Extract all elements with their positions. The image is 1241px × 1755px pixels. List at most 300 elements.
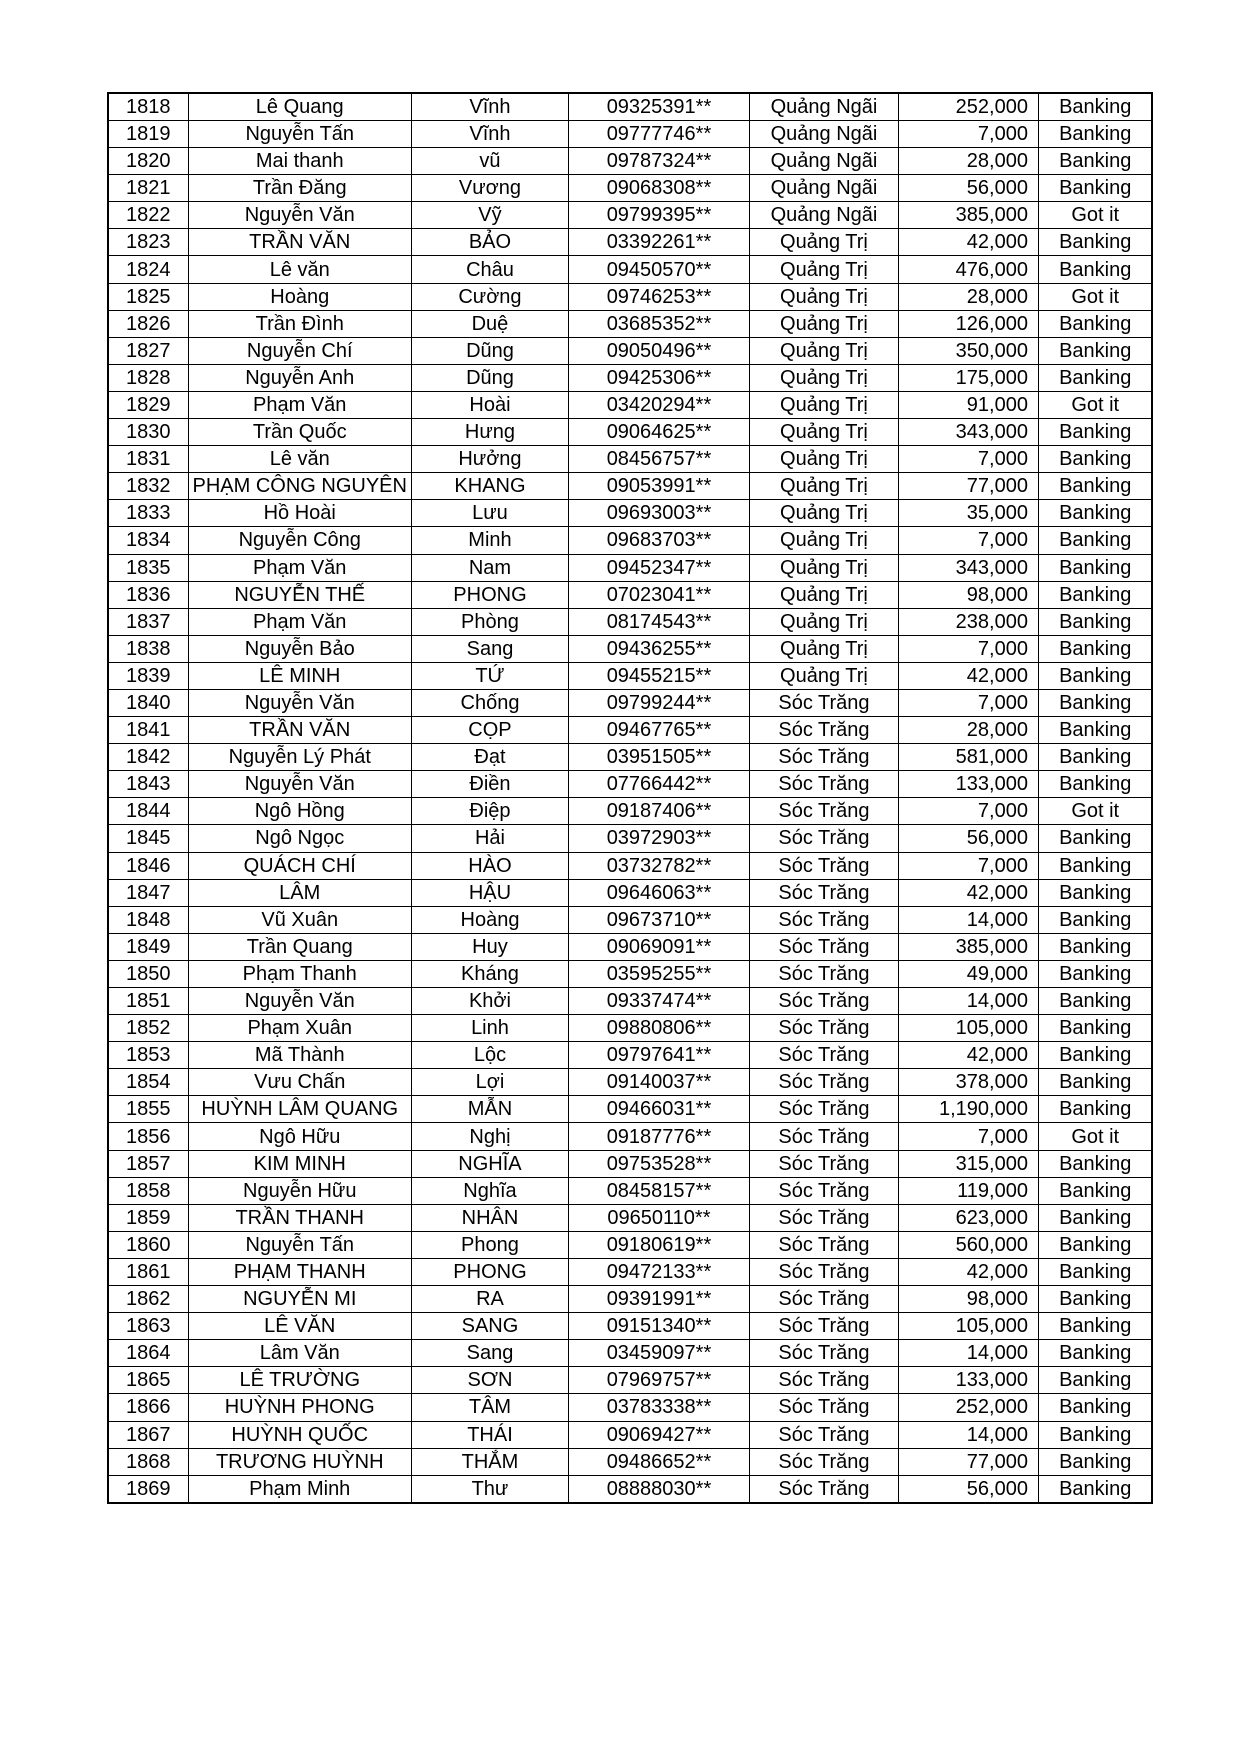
phone-number-cell: 03972903**: [568, 825, 749, 852]
phone-number-cell: 07766442**: [568, 771, 749, 798]
first-name-cell: Hải: [411, 825, 568, 852]
payment-method-cell: Banking: [1038, 1394, 1152, 1421]
phone-number-cell: 09436255**: [568, 635, 749, 662]
phone-number-cell: 09693003**: [568, 500, 749, 527]
table-row: [108, 1448, 1152, 1475]
table-row: [108, 662, 1152, 689]
phone-number-cell: 09486652**: [568, 1448, 749, 1475]
phone-number-cell: 09053991**: [568, 473, 749, 500]
payment-method-cell: Banking: [1038, 852, 1152, 879]
prize-amount-cell: 98,000: [898, 1286, 1038, 1313]
table-row: [108, 229, 1152, 256]
province-cell: Quảng Trị: [749, 500, 898, 527]
phone-number-cell: 03951505**: [568, 744, 749, 771]
phone-number-cell: 09787324**: [568, 148, 749, 175]
first-name-cell: THÁI: [411, 1421, 568, 1448]
first-name-cell: NGHĨA: [411, 1150, 568, 1177]
row-number-cell: 1854: [108, 1069, 188, 1096]
row-number-cell: 1827: [108, 337, 188, 364]
payment-method-cell: Banking: [1038, 527, 1152, 554]
table-row: [108, 1340, 1152, 1367]
payment-method-cell: Banking: [1038, 1475, 1152, 1503]
province-cell: Sóc Trăng: [749, 1204, 898, 1231]
phone-number-cell: 09069091**: [568, 933, 749, 960]
last-middle-name-cell: Lê Quang: [188, 93, 411, 121]
payment-method-cell: Banking: [1038, 906, 1152, 933]
phone-number-cell: 09069427**: [568, 1421, 749, 1448]
last-middle-name-cell: LÊ VĂN: [188, 1313, 411, 1340]
province-cell: Sóc Trăng: [749, 1042, 898, 1069]
province-cell: Sóc Trăng: [749, 1015, 898, 1042]
prize-amount-cell: 77,000: [898, 473, 1038, 500]
last-middle-name-cell: Nguyễn Văn: [188, 771, 411, 798]
first-name-cell: Vương: [411, 175, 568, 202]
last-middle-name-cell: Trần Đình: [188, 310, 411, 337]
table-row: [108, 771, 1152, 798]
first-name-cell: Vĩnh: [411, 93, 568, 121]
row-number-cell: 1851: [108, 988, 188, 1015]
first-name-cell: NHÂN: [411, 1204, 568, 1231]
prize-amount-cell: 238,000: [898, 608, 1038, 635]
prize-amount-cell: 35,000: [898, 500, 1038, 527]
row-number-cell: 1857: [108, 1150, 188, 1177]
phone-number-cell: 09799244**: [568, 689, 749, 716]
prize-amount-cell: 315,000: [898, 1150, 1038, 1177]
payment-method-cell: Banking: [1038, 662, 1152, 689]
row-number-cell: 1825: [108, 283, 188, 310]
prize-amount-cell: 105,000: [898, 1313, 1038, 1340]
row-number-cell: 1839: [108, 662, 188, 689]
province-cell: Quảng Ngãi: [749, 175, 898, 202]
prize-amount-cell: 7,000: [898, 852, 1038, 879]
table-row: [108, 1069, 1152, 1096]
first-name-cell: Hoàng: [411, 906, 568, 933]
table-row: [108, 1475, 1152, 1503]
payment-method-cell: Banking: [1038, 1150, 1152, 1177]
prize-amount-cell: 7,000: [898, 121, 1038, 148]
row-number-cell: 1842: [108, 744, 188, 771]
prize-amount-cell: 1,190,000: [898, 1096, 1038, 1123]
prize-amount-cell: 14,000: [898, 1421, 1038, 1448]
row-number-cell: 1868: [108, 1448, 188, 1475]
payment-method-cell: Banking: [1038, 960, 1152, 987]
row-number-cell: 1819: [108, 121, 188, 148]
table-row: [108, 635, 1152, 662]
prize-amount-cell: 581,000: [898, 744, 1038, 771]
first-name-cell: PHONG: [411, 1258, 568, 1285]
table-row: [108, 256, 1152, 283]
payment-method-cell: Banking: [1038, 473, 1152, 500]
first-name-cell: Nam: [411, 554, 568, 581]
payment-method-cell: Banking: [1038, 689, 1152, 716]
province-cell: Sóc Trăng: [749, 988, 898, 1015]
last-middle-name-cell: LÂM: [188, 879, 411, 906]
row-number-cell: 1845: [108, 825, 188, 852]
last-middle-name-cell: Nguyễn Bảo: [188, 635, 411, 662]
first-name-cell: TÂM: [411, 1394, 568, 1421]
province-cell: Sóc Trăng: [749, 1313, 898, 1340]
province-cell: Sóc Trăng: [749, 1367, 898, 1394]
first-name-cell: vũ: [411, 148, 568, 175]
first-name-cell: Phòng: [411, 608, 568, 635]
row-number-cell: 1828: [108, 364, 188, 391]
payment-method-cell: Banking: [1038, 771, 1152, 798]
last-middle-name-cell: TRƯƠNG HUỲNH: [188, 1448, 411, 1475]
first-name-cell: Duệ: [411, 310, 568, 337]
phone-number-cell: 09337474**: [568, 988, 749, 1015]
first-name-cell: PHONG: [411, 581, 568, 608]
row-number-cell: 1836: [108, 581, 188, 608]
first-name-cell: HẬU: [411, 879, 568, 906]
payment-method-cell: Banking: [1038, 1286, 1152, 1313]
province-cell: Quảng Trị: [749, 527, 898, 554]
table-row: [108, 364, 1152, 391]
province-cell: Quảng Trị: [749, 391, 898, 418]
first-name-cell: Khởi: [411, 988, 568, 1015]
province-cell: Sóc Trăng: [749, 717, 898, 744]
payment-method-cell: Banking: [1038, 121, 1152, 148]
province-cell: Quảng Trị: [749, 310, 898, 337]
table-row: [108, 825, 1152, 852]
row-number-cell: 1867: [108, 1421, 188, 1448]
payment-method-cell: Banking: [1038, 1258, 1152, 1285]
prize-amount-cell: 133,000: [898, 1367, 1038, 1394]
payment-method-cell: Banking: [1038, 879, 1152, 906]
phone-number-cell: 09467765**: [568, 717, 749, 744]
last-middle-name-cell: Lê văn: [188, 256, 411, 283]
row-number-cell: 1861: [108, 1258, 188, 1285]
row-number-cell: 1841: [108, 717, 188, 744]
phone-number-cell: 09683703**: [568, 527, 749, 554]
row-number-cell: 1853: [108, 1042, 188, 1069]
phone-number-cell: 09455215**: [568, 662, 749, 689]
last-middle-name-cell: Nguyễn Anh: [188, 364, 411, 391]
prize-amount-cell: 28,000: [898, 148, 1038, 175]
first-name-cell: Sang: [411, 635, 568, 662]
table-row: [108, 148, 1152, 175]
last-middle-name-cell: Nguyễn Chí: [188, 337, 411, 364]
row-number-cell: 1818: [108, 93, 188, 121]
row-number-cell: 1830: [108, 419, 188, 446]
payment-method-cell: Banking: [1038, 581, 1152, 608]
last-middle-name-cell: Nguyễn Lý Phát: [188, 744, 411, 771]
province-cell: Sóc Trăng: [749, 1177, 898, 1204]
last-middle-name-cell: Ngô Hữu: [188, 1123, 411, 1150]
first-name-cell: BẢO: [411, 229, 568, 256]
province-cell: Sóc Trăng: [749, 825, 898, 852]
table-row: [108, 1394, 1152, 1421]
payment-method-cell: Got it: [1038, 391, 1152, 418]
province-cell: Quảng Ngãi: [749, 202, 898, 229]
first-name-cell: Nghị: [411, 1123, 568, 1150]
phone-number-cell: 03732782**: [568, 852, 749, 879]
province-cell: Quảng Trị: [749, 608, 898, 635]
table-row: [108, 1286, 1152, 1313]
prize-amount-cell: 42,000: [898, 879, 1038, 906]
last-middle-name-cell: Phạm Minh: [188, 1475, 411, 1503]
province-cell: Sóc Trăng: [749, 744, 898, 771]
table-row: [108, 1204, 1152, 1231]
first-name-cell: CỌP: [411, 717, 568, 744]
row-number-cell: 1833: [108, 500, 188, 527]
payment-method-cell: Got it: [1038, 283, 1152, 310]
prize-amount-cell: 252,000: [898, 1394, 1038, 1421]
table-row: [108, 1313, 1152, 1340]
prize-amount-cell: 28,000: [898, 283, 1038, 310]
province-cell: Sóc Trăng: [749, 879, 898, 906]
table-row: [108, 879, 1152, 906]
phone-number-cell: 09777746**: [568, 121, 749, 148]
table-row: [108, 121, 1152, 148]
last-middle-name-cell: Nguyễn Tấn: [188, 1231, 411, 1258]
row-number-cell: 1835: [108, 554, 188, 581]
last-middle-name-cell: LÊ TRƯỜNG: [188, 1367, 411, 1394]
first-name-cell: Phong: [411, 1231, 568, 1258]
phone-number-cell: 09391991**: [568, 1286, 749, 1313]
payment-method-cell: Banking: [1038, 635, 1152, 662]
prize-amount-cell: 42,000: [898, 662, 1038, 689]
phone-number-cell: 08174543**: [568, 608, 749, 635]
row-number-cell: 1840: [108, 689, 188, 716]
row-number-cell: 1852: [108, 1015, 188, 1042]
payment-method-cell: Banking: [1038, 1015, 1152, 1042]
row-number-cell: 1844: [108, 798, 188, 825]
last-middle-name-cell: QUÁCH CHÍ: [188, 852, 411, 879]
row-number-cell: 1837: [108, 608, 188, 635]
phone-number-cell: 03685352**: [568, 310, 749, 337]
prize-amount-cell: 119,000: [898, 1177, 1038, 1204]
payment-method-cell: Banking: [1038, 1069, 1152, 1096]
province-cell: Sóc Trăng: [749, 1448, 898, 1475]
first-name-cell: TỨ: [411, 662, 568, 689]
first-name-cell: HÀO: [411, 852, 568, 879]
prize-amount-cell: 14,000: [898, 1340, 1038, 1367]
province-cell: Quảng Trị: [749, 446, 898, 473]
payment-method-cell: Got it: [1038, 202, 1152, 229]
payment-method-cell: Banking: [1038, 446, 1152, 473]
last-middle-name-cell: HUỲNH PHONG: [188, 1394, 411, 1421]
phone-number-cell: 09068308**: [568, 175, 749, 202]
row-number-cell: 1829: [108, 391, 188, 418]
prize-amount-cell: 42,000: [898, 1042, 1038, 1069]
phone-number-cell: 09151340**: [568, 1313, 749, 1340]
payment-method-cell: Banking: [1038, 310, 1152, 337]
prize-amount-cell: 343,000: [898, 419, 1038, 446]
prize-amount-cell: 385,000: [898, 933, 1038, 960]
row-number-cell: 1831: [108, 446, 188, 473]
phone-number-cell: 09425306**: [568, 364, 749, 391]
province-cell: Sóc Trăng: [749, 1394, 898, 1421]
last-middle-name-cell: Lê văn: [188, 446, 411, 473]
province-cell: Sóc Trăng: [749, 1231, 898, 1258]
province-cell: Sóc Trăng: [749, 689, 898, 716]
table-row: [108, 1150, 1152, 1177]
phone-number-cell: 09880806**: [568, 1015, 749, 1042]
table-row: [108, 1258, 1152, 1285]
phone-number-cell: 09450570**: [568, 256, 749, 283]
province-cell: Quảng Ngãi: [749, 93, 898, 121]
row-number-cell: 1823: [108, 229, 188, 256]
province-cell: Sóc Trăng: [749, 1258, 898, 1285]
winners-table: [107, 92, 1153, 1504]
first-name-cell: MẪN: [411, 1096, 568, 1123]
prize-amount-cell: 56,000: [898, 1475, 1038, 1503]
table-row: [108, 1015, 1152, 1042]
prize-amount-cell: 7,000: [898, 798, 1038, 825]
prize-amount-cell: 7,000: [898, 446, 1038, 473]
table-row: [108, 988, 1152, 1015]
first-name-cell: Dũng: [411, 364, 568, 391]
first-name-cell: RA: [411, 1286, 568, 1313]
row-number-cell: 1824: [108, 256, 188, 283]
last-middle-name-cell: HUỲNH QUỐC: [188, 1421, 411, 1448]
province-cell: Sóc Trăng: [749, 1096, 898, 1123]
prize-amount-cell: 7,000: [898, 1123, 1038, 1150]
last-middle-name-cell: TRẦN VĂN: [188, 717, 411, 744]
first-name-cell: Vĩnh: [411, 121, 568, 148]
last-middle-name-cell: Mã Thành: [188, 1042, 411, 1069]
last-middle-name-cell: LÊ MINH: [188, 662, 411, 689]
first-name-cell: SANG: [411, 1313, 568, 1340]
last-middle-name-cell: Phạm Thanh: [188, 960, 411, 987]
province-cell: Quảng Trị: [749, 283, 898, 310]
first-name-cell: Đạt: [411, 744, 568, 771]
row-number-cell: 1869: [108, 1475, 188, 1503]
province-cell: Sóc Trăng: [749, 1123, 898, 1150]
table-row: [108, 581, 1152, 608]
phone-number-cell: 09187406**: [568, 798, 749, 825]
prize-amount-cell: 385,000: [898, 202, 1038, 229]
table-row: [108, 1231, 1152, 1258]
payment-method-cell: Banking: [1038, 229, 1152, 256]
payment-method-cell: Banking: [1038, 1204, 1152, 1231]
first-name-cell: Chống: [411, 689, 568, 716]
province-cell: Quảng Trị: [749, 662, 898, 689]
last-middle-name-cell: KIM MINH: [188, 1150, 411, 1177]
last-middle-name-cell: Mai thanh: [188, 148, 411, 175]
province-cell: Quảng Trị: [749, 554, 898, 581]
row-number-cell: 1859: [108, 1204, 188, 1231]
row-number-cell: 1822: [108, 202, 188, 229]
phone-number-cell: 07023041**: [568, 581, 749, 608]
first-name-cell: KHANG: [411, 473, 568, 500]
prize-amount-cell: 7,000: [898, 635, 1038, 662]
payment-method-cell: Banking: [1038, 988, 1152, 1015]
province-cell: Quảng Trị: [749, 635, 898, 662]
payment-method-cell: Banking: [1038, 554, 1152, 581]
phone-number-cell: 09797641**: [568, 1042, 749, 1069]
phone-number-cell: 03392261**: [568, 229, 749, 256]
table-row: [108, 283, 1152, 310]
first-name-cell: THẮM: [411, 1448, 568, 1475]
row-number-cell: 1826: [108, 310, 188, 337]
table-body: [108, 93, 1152, 1503]
payment-method-cell: Banking: [1038, 1177, 1152, 1204]
row-number-cell: 1864: [108, 1340, 188, 1367]
prize-amount-cell: 28,000: [898, 717, 1038, 744]
first-name-cell: Hưng: [411, 419, 568, 446]
province-cell: Quảng Trị: [749, 337, 898, 364]
table-row: [108, 717, 1152, 744]
first-name-cell: Dũng: [411, 337, 568, 364]
phone-number-cell: 09325391**: [568, 93, 749, 121]
payment-method-cell: Banking: [1038, 1421, 1152, 1448]
prize-amount-cell: 7,000: [898, 527, 1038, 554]
table-row: [108, 175, 1152, 202]
table-row: [108, 202, 1152, 229]
payment-method-cell: Got it: [1038, 798, 1152, 825]
row-number-cell: 1855: [108, 1096, 188, 1123]
row-number-cell: 1850: [108, 960, 188, 987]
phone-number-cell: 09753528**: [568, 1150, 749, 1177]
payment-method-cell: Banking: [1038, 1231, 1152, 1258]
payment-method-cell: Banking: [1038, 744, 1152, 771]
prize-amount-cell: 14,000: [898, 988, 1038, 1015]
last-middle-name-cell: Nguyễn Văn: [188, 689, 411, 716]
table-row: [108, 1367, 1152, 1394]
first-name-cell: Hoài: [411, 391, 568, 418]
row-number-cell: 1848: [108, 906, 188, 933]
table-row: [108, 608, 1152, 635]
phone-number-cell: 03783338**: [568, 1394, 749, 1421]
payment-method-cell: Banking: [1038, 717, 1152, 744]
last-middle-name-cell: TRẦN THANH: [188, 1204, 411, 1231]
table-row: [108, 391, 1152, 418]
prize-amount-cell: 252,000: [898, 93, 1038, 121]
last-middle-name-cell: Phạm Văn: [188, 391, 411, 418]
payment-method-cell: Banking: [1038, 825, 1152, 852]
last-middle-name-cell: NGUYỄN MI: [188, 1286, 411, 1313]
row-number-cell: 1860: [108, 1231, 188, 1258]
payment-method-cell: Banking: [1038, 337, 1152, 364]
last-middle-name-cell: PHẠM THANH: [188, 1258, 411, 1285]
payment-method-cell: Banking: [1038, 1367, 1152, 1394]
table-row: [108, 744, 1152, 771]
row-number-cell: 1849: [108, 933, 188, 960]
payment-method-cell: Banking: [1038, 256, 1152, 283]
prize-amount-cell: 126,000: [898, 310, 1038, 337]
first-name-cell: Điền: [411, 771, 568, 798]
first-name-cell: Thư: [411, 1475, 568, 1503]
last-middle-name-cell: Lâm Văn: [188, 1340, 411, 1367]
first-name-cell: Lợi: [411, 1069, 568, 1096]
table-row: [108, 1042, 1152, 1069]
prize-amount-cell: 105,000: [898, 1015, 1038, 1042]
phone-number-cell: 09187776**: [568, 1123, 749, 1150]
prize-amount-cell: 77,000: [898, 1448, 1038, 1475]
first-name-cell: Châu: [411, 256, 568, 283]
province-cell: Quảng Trị: [749, 581, 898, 608]
province-cell: Sóc Trăng: [749, 798, 898, 825]
row-number-cell: 1863: [108, 1313, 188, 1340]
last-middle-name-cell: PHẠM CÔNG NGUYÊN: [188, 473, 411, 500]
first-name-cell: Linh: [411, 1015, 568, 1042]
province-cell: Quảng Trị: [749, 473, 898, 500]
table-row: [108, 1096, 1152, 1123]
prize-amount-cell: 56,000: [898, 825, 1038, 852]
first-name-cell: Kháng: [411, 960, 568, 987]
table-row: [108, 852, 1152, 879]
last-middle-name-cell: Nguyễn Văn: [188, 202, 411, 229]
prize-amount-cell: 378,000: [898, 1069, 1038, 1096]
province-cell: Sóc Trăng: [749, 1475, 898, 1503]
last-middle-name-cell: NGUYỄN THẾ: [188, 581, 411, 608]
payment-method-cell: Banking: [1038, 148, 1152, 175]
first-name-cell: Hưởng: [411, 446, 568, 473]
province-cell: Quảng Trị: [749, 256, 898, 283]
table-row: [108, 1421, 1152, 1448]
last-middle-name-cell: Phạm Xuân: [188, 1015, 411, 1042]
